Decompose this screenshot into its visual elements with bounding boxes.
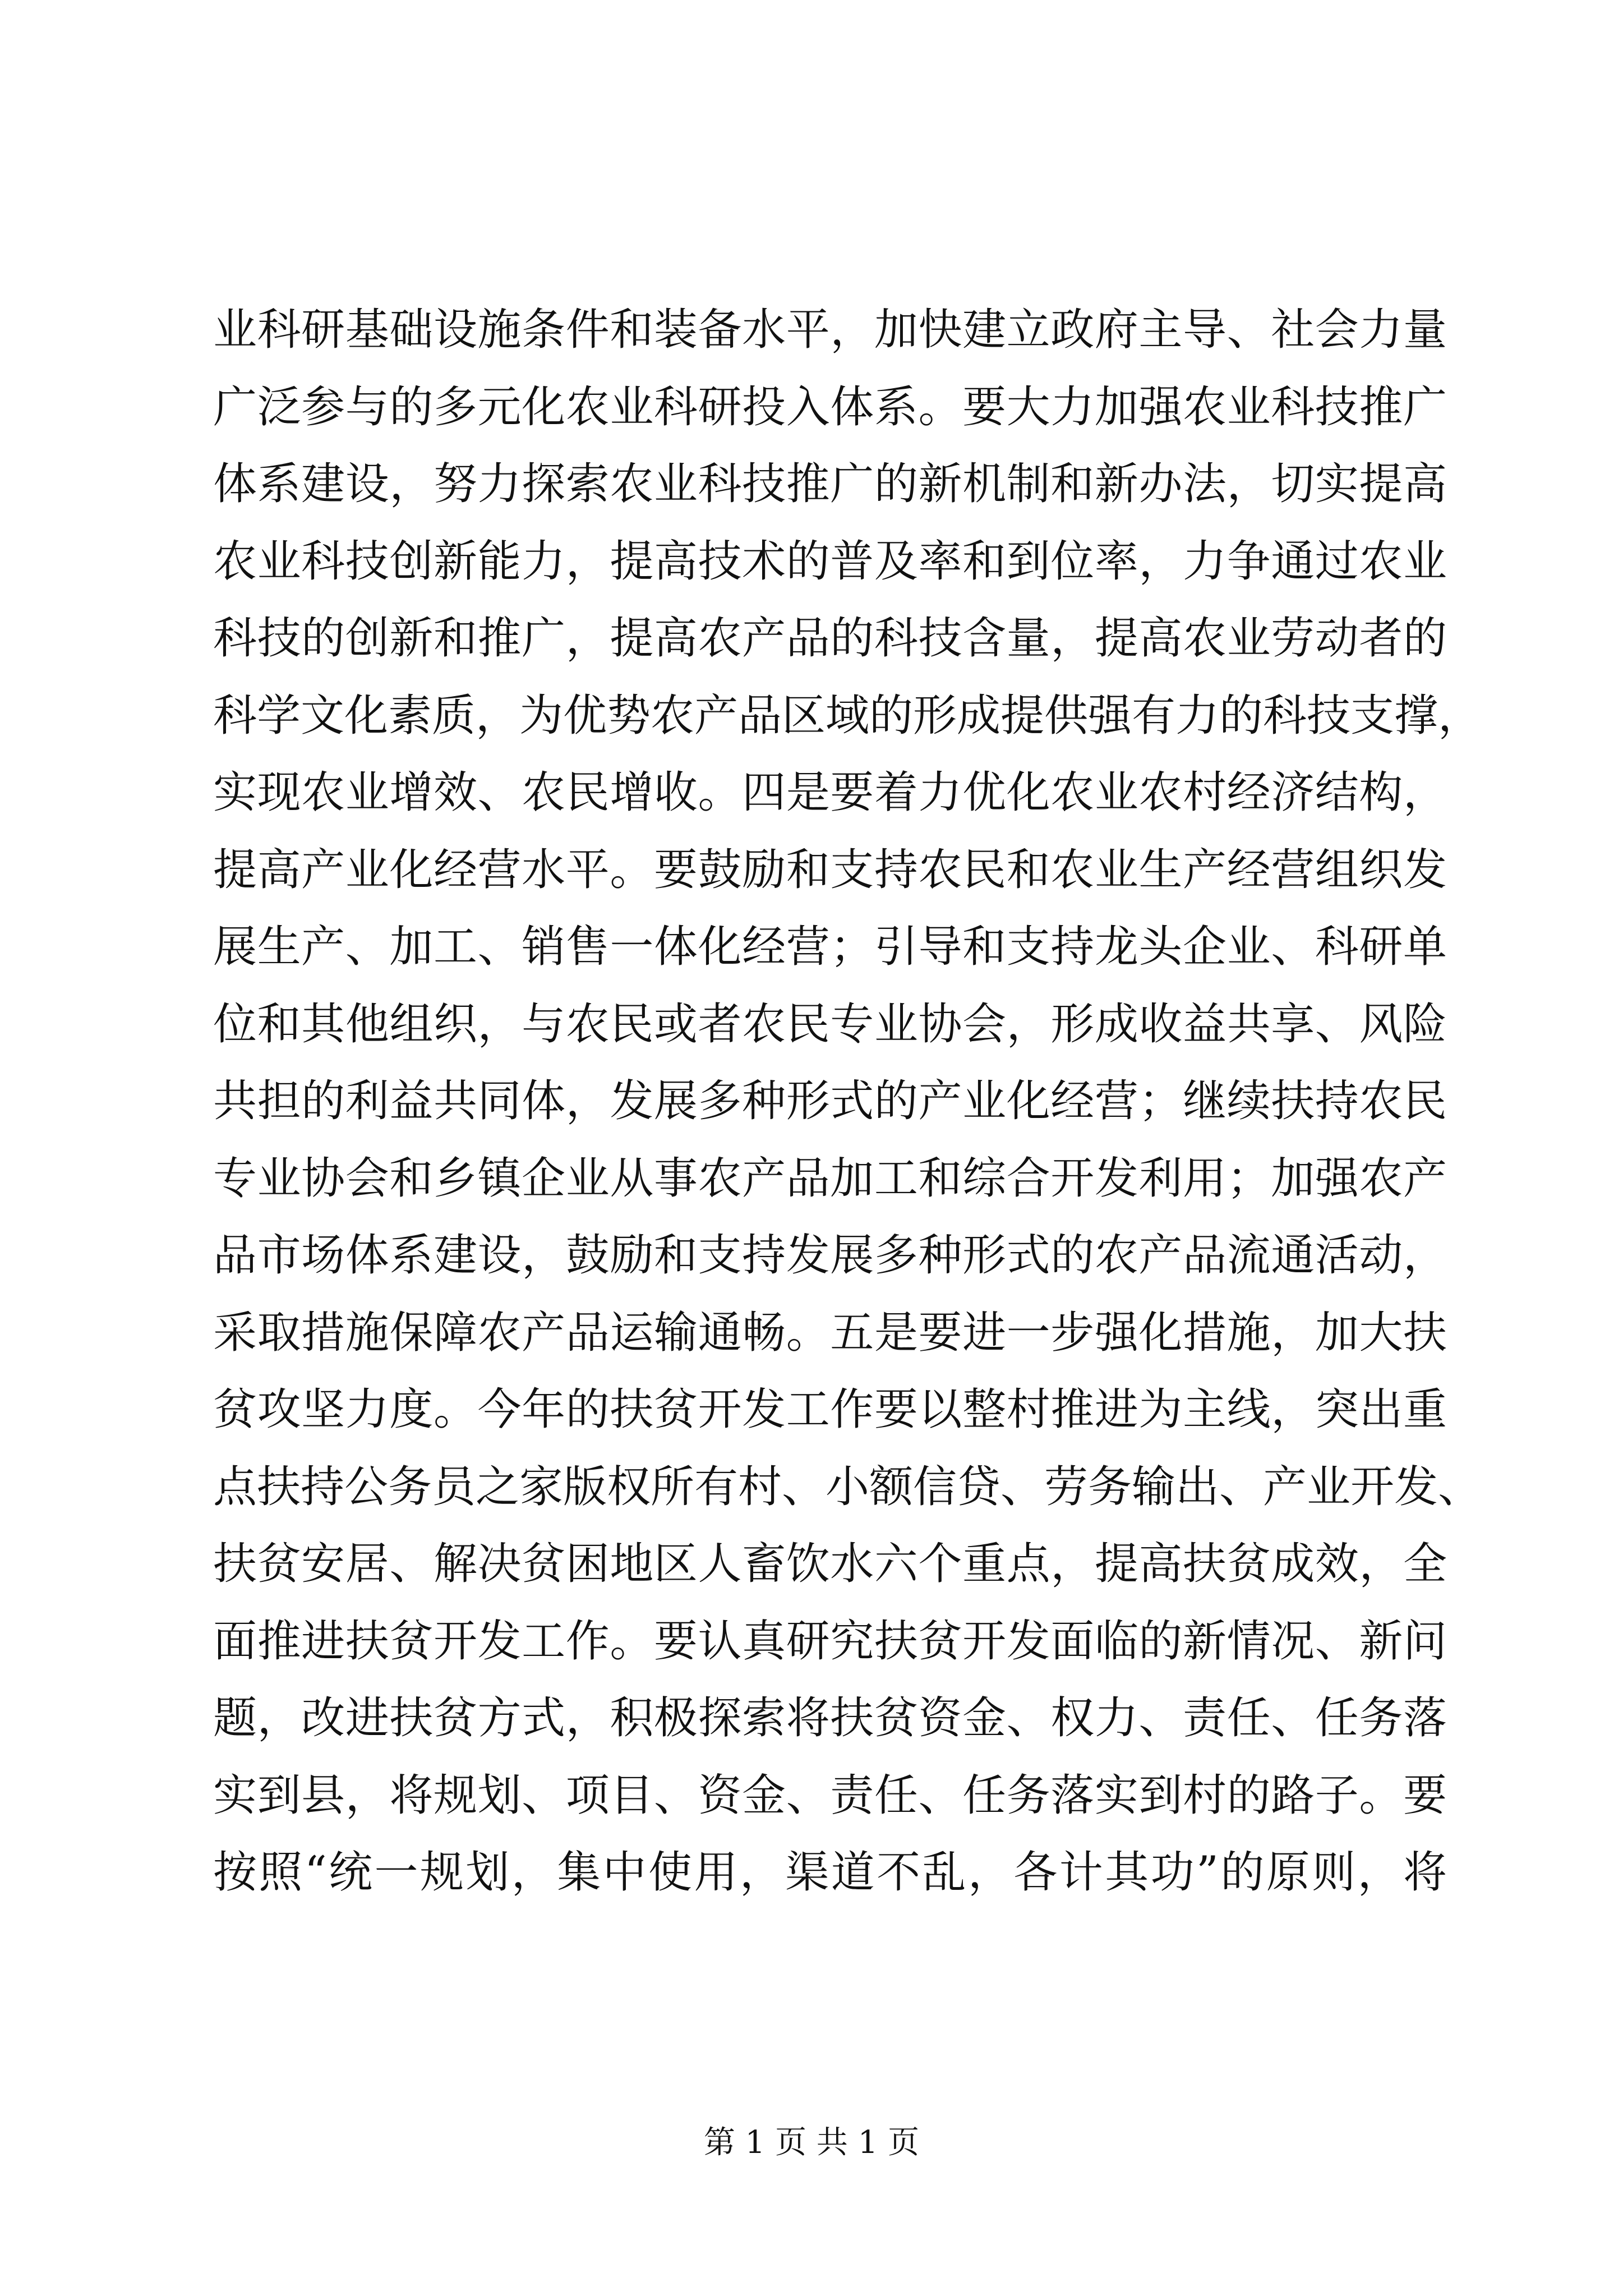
text-line-2: 广泛参与的多元化农业科研投入体系。要大力加强农业科技推广 [213, 381, 1447, 432]
text-line-8: 提高产业化经营水平。要鼓励和支持农民和农业生产经营组织发 [213, 844, 1447, 895]
text-line-17: 扶贫安居、解决贫困地区人畜饮水六个重点，提高扶贫成效，全 [213, 1539, 1447, 1589]
text-line-4: 农业科技创新能力，提高技术的普及率和到位率，力争通过农业 [213, 536, 1447, 587]
text-line-14: 采取措施保障农产品运输通畅。五是要进一步强化措施，加大扶 [213, 1307, 1447, 1358]
text-line-1: 业科研基础设施条件和装备水平，加快建立政府主导、社会力量 [213, 305, 1447, 355]
text-line-9: 展生产、加工、销售一体化经营；引导和支持龙头企业、科研单 [213, 922, 1447, 972]
text-line-16: 点扶持公务员之家版权所有村、小额信贷、劳务输出、产业开发、 [213, 1461, 1482, 1512]
text-line-6: 科学文化素质，为优势农产品区域的形成提供强有力的科技支撑， [213, 690, 1482, 741]
text-line-11: 共担的利益共同体，发展多种形式的产业化经营；继续扶持农民 [213, 1076, 1447, 1126]
page-footer: 第 1 页 共 1 页 [703, 2124, 920, 2161]
text-line-3: 体系建设，努力探索农业科技推广的新机制和新办法，切实提高 [213, 459, 1447, 509]
text-line-7: 实现农业增效、农民增收。四是要着力优化农业农村经济结构， [213, 767, 1447, 818]
text-line-18: 面推进扶贫开发工作。要认真研究扶贫开发面临的新情况、新问 [213, 1616, 1447, 1667]
text-line-20: 实到县，将规划、项目、资金、责任、任务落实到村的路子。要 [213, 1770, 1447, 1821]
text-line-13: 品市场体系建设，鼓励和支持发展多种形式的农产品流通活动， [213, 1230, 1447, 1281]
text-line-10: 位和其他组织，与农民或者农民专业协会，形成收益共享、风险 [213, 999, 1447, 1050]
text-line-5: 科技的创新和推广，提高农产品的科技含量，提高农业劳动者的 [213, 613, 1447, 664]
text-line-19: 题，改进扶贫方式，积极探索将扶贫资金、权力、责任、任务落 [213, 1693, 1447, 1743]
text-line-15: 贫攻坚力度。今年的扶贫开发工作要以整村推进为主线，突出重 [213, 1384, 1447, 1435]
text-line-12: 专业协会和乡镇企业从事农产品加工和综合开发利用；加强农产 [213, 1153, 1447, 1204]
body-text [213, 292, 1482, 1912]
text-line-21: 按照“统一规划，集中使用，渠道不乱，各计其功”的原则，将 [213, 1847, 1447, 1898]
